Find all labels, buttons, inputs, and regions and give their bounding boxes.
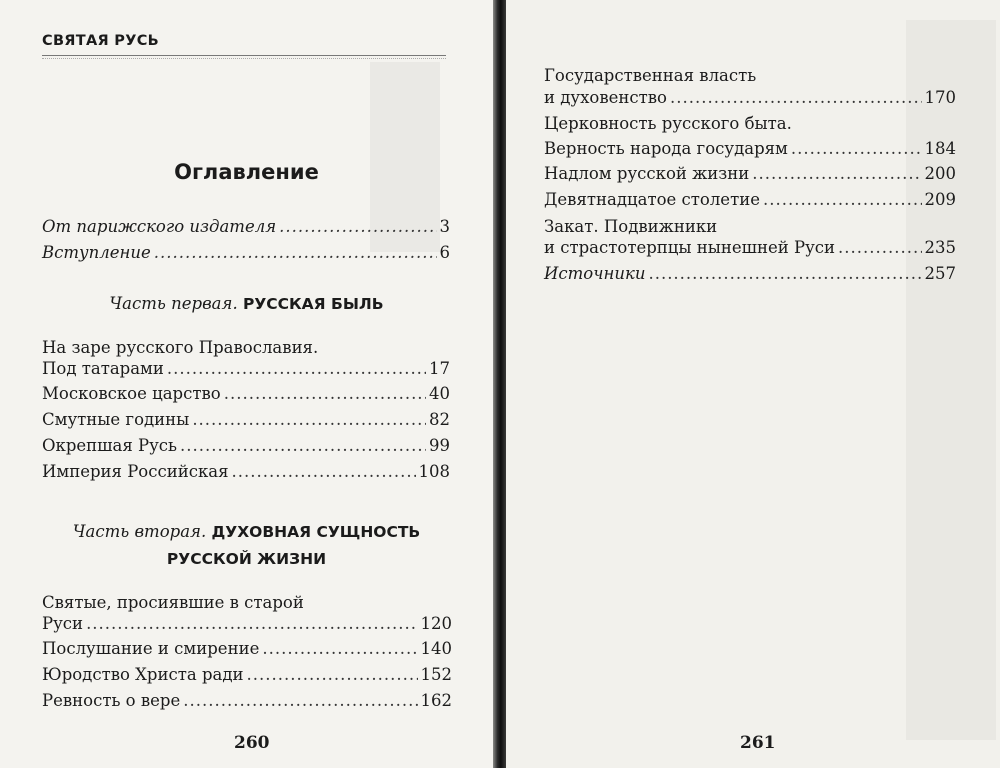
page-number: 260 <box>234 733 270 753</box>
leader-dots <box>838 236 921 260</box>
leader-dots <box>224 382 426 406</box>
toc-entry <box>544 236 956 260</box>
toc-entry <box>544 137 956 161</box>
leader-dots <box>247 663 418 687</box>
toc-entry-page: 152 <box>420 665 452 684</box>
toc-entry-title: Источники <box>544 264 646 283</box>
toc-entry <box>42 637 452 661</box>
running-head: СВЯТАЯ РУСЬ <box>42 33 159 49</box>
toc-entry <box>42 241 450 265</box>
toc-entry-page: 17 <box>429 359 450 378</box>
toc-section-heading: Церковность русского быта. <box>544 114 792 133</box>
toc-entry-title: От парижского издателя <box>42 217 277 236</box>
toc-entry <box>42 689 452 713</box>
part-heading <box>0 519 493 545</box>
toc-entry-page: 3 <box>439 217 450 236</box>
toc-entry-page: 235 <box>924 238 956 257</box>
header-rule <box>42 55 446 59</box>
leader-dots <box>648 262 921 286</box>
leader-dots <box>86 612 417 636</box>
toc-entry <box>544 162 956 186</box>
book-spine <box>493 0 506 768</box>
show-through-shadow <box>906 20 996 740</box>
leader-dots <box>192 408 426 432</box>
leader-dots <box>752 162 921 186</box>
toc-entry-page: 209 <box>924 190 956 209</box>
part-title: РУССКОЙ ЖИЗНИ <box>166 550 327 568</box>
part-title: РУССКАЯ БЫЛЬ <box>242 295 384 313</box>
leader-dots <box>154 241 437 265</box>
toc-entry <box>544 86 956 110</box>
leader-dots <box>167 357 426 381</box>
toc-entry <box>42 460 450 484</box>
left-page <box>0 0 493 768</box>
toc-entry-title: и страстотерпцы нынешней Руси <box>544 238 836 257</box>
toc-entry-title: Девятнадцатое столетие <box>544 190 760 209</box>
toc-entry-page: 162 <box>420 691 452 710</box>
toc-entry <box>42 663 452 687</box>
toc-entry-title: Послушание и смирение <box>42 639 260 658</box>
leader-dots <box>183 689 417 713</box>
toc-entry-title: Смутные годины <box>42 410 190 429</box>
right-page <box>506 0 1000 768</box>
toc-entry-page: 120 <box>420 614 452 633</box>
toc-entry-page: 40 <box>429 384 450 403</box>
leader-dots <box>763 188 922 212</box>
toc-entry-title: и духовенство <box>544 88 667 107</box>
toc-entry <box>42 408 450 432</box>
toc-entry-page: 184 <box>924 139 956 158</box>
part-label: Часть первая. <box>109 294 238 313</box>
toc-entry-page: 99 <box>429 436 450 455</box>
toc-entry <box>42 357 450 381</box>
toc-entry-title: Империя Российская <box>42 462 229 481</box>
toc-entry-title: Верность народа государям <box>544 139 788 158</box>
part-label: Часть вторая. <box>72 522 207 541</box>
toc-entry <box>42 434 450 458</box>
toc-title: Оглавление <box>174 160 319 184</box>
toc-entry-title: Ревность о вере <box>42 691 181 710</box>
toc-entry-page: 108 <box>418 462 450 481</box>
toc-entry-line1: Святые, просиявшие в старой <box>42 593 304 612</box>
toc-entry-title: Юродство Христа ради <box>42 665 244 684</box>
toc-entry-title: Московское царство <box>42 384 221 403</box>
toc-entry-page: 6 <box>439 243 450 262</box>
leader-dots <box>262 637 417 661</box>
toc-entry <box>42 382 450 406</box>
leader-dots <box>232 460 416 484</box>
part-heading-line2 <box>0 546 493 572</box>
toc-entry-page: 82 <box>429 410 450 429</box>
toc-entry-page: 140 <box>420 639 452 658</box>
toc-entry-page: 170 <box>924 88 956 107</box>
part-heading <box>0 291 493 317</box>
toc-entry-page: 257 <box>924 264 956 283</box>
toc-entry-line1: Государственная власть <box>544 66 757 85</box>
leader-dots <box>670 86 922 110</box>
toc-entry-line1: На заре русского Православия. <box>42 338 319 357</box>
toc-entry <box>42 215 450 239</box>
toc-entry-title: Под татарами <box>42 359 164 378</box>
toc-entry <box>544 188 956 212</box>
toc-entry-title: Окрепшая Русь <box>42 436 178 455</box>
toc-entry-title: Надлом русской жизни <box>544 164 750 183</box>
leader-dots <box>279 215 436 239</box>
toc-entry-page: 200 <box>924 164 956 183</box>
toc-entry-line1: Закат. Подвижники <box>544 217 718 236</box>
toc-entry <box>544 262 956 286</box>
page-number: 261 <box>740 733 776 753</box>
leader-dots <box>791 137 922 161</box>
part-title: ДУХОВНАЯ СУЩНОСТЬ <box>211 523 421 541</box>
toc-entry-title: Вступление <box>42 243 151 262</box>
toc-entry <box>42 612 452 636</box>
leader-dots <box>180 434 426 458</box>
toc-entry-title: Руси <box>42 614 84 633</box>
